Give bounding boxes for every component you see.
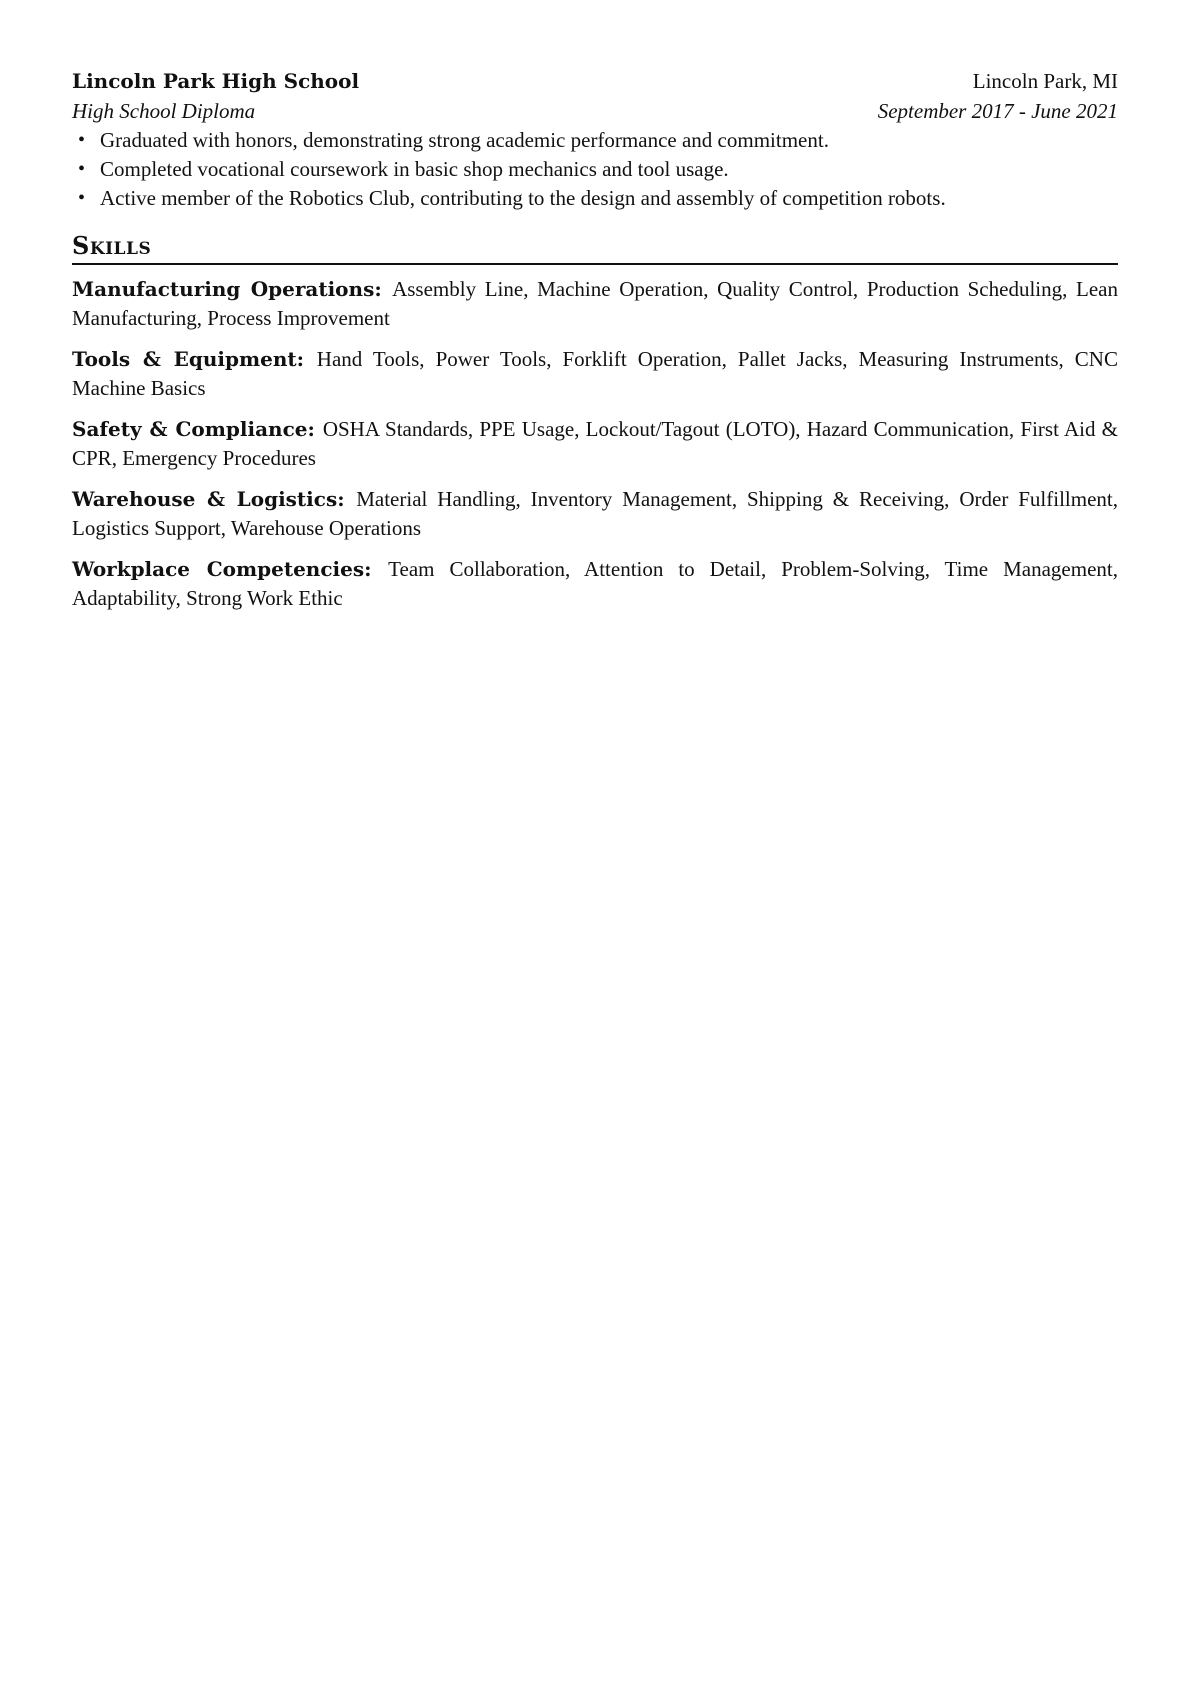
- skill-text: Material Handling, Inventory Management, Shipping & Receiving, Order Fulfillment, Logistics Support, Warehouse Operations: [72, 487, 1118, 540]
- skill-label: Safety & Compliance:: [72, 417, 323, 441]
- skills-section: [72, 275, 1118, 613]
- skill-text: Hand Tools, Power Tools, Forklift Operation, Pallet Jacks, Measuring Instruments, CNC Machine Basics: [72, 347, 1118, 400]
- education-header-row: [72, 66, 1118, 96]
- skill-row-manufacturing: [72, 275, 1118, 333]
- skills-section-title: Skills: [72, 231, 1118, 265]
- education-subheader-row: [72, 96, 1118, 126]
- skill-row-safety: [72, 415, 1118, 473]
- institution-location: Lincoln Park, MI: [972, 69, 1118, 93]
- degree: High School Diploma: [72, 99, 256, 123]
- bullet-icon: •: [78, 187, 86, 209]
- skill-row-workplace: [72, 555, 1118, 613]
- bullet-text: Active member of the Robotics Club, contributing to the design and assembly of competition robots.: [100, 186, 946, 210]
- list-item: [72, 155, 1118, 184]
- bullet-icon: •: [78, 129, 86, 151]
- skill-row-tools: [72, 345, 1118, 403]
- skill-text: OSHA Standards, PPE Usage, Lockout/Tagout (LOTO), Hazard Communication, First Aid & CPR, Emergency Procedures: [72, 417, 1119, 470]
- bullet-icon: •: [78, 158, 86, 180]
- education-entry: [72, 66, 1118, 213]
- skill-label: Manufacturing Operations:: [72, 277, 393, 301]
- list-item: [72, 126, 1118, 155]
- skill-label: Workplace Competencies:: [72, 557, 389, 581]
- skill-label: Tools & Equipment:: [72, 347, 317, 371]
- skill-row-warehouse: [72, 485, 1118, 543]
- bullet-text: Graduated with honors, demonstrating strong academic performance and commitment.: [100, 128, 829, 152]
- bullet-text: Completed vocational coursework in basic shop mechanics and tool usage.: [100, 157, 729, 181]
- skill-text: Assembly Line, Machine Operation, Quality Control, Production Scheduling, Lean Manufacturing, Process Improvement: [72, 277, 1118, 330]
- skill-text: Team Collaboration, Attention to Detail, Problem-Solving, Time Management, Adaptability, Strong Work Ethic: [72, 557, 1118, 610]
- list-item: [72, 184, 1118, 213]
- education-dates: September 2017 - June 2021: [877, 99, 1118, 123]
- education-bullets: [72, 126, 1118, 213]
- skill-label: Warehouse & Logistics:: [72, 487, 357, 511]
- institution-name: Lincoln Park High School: [72, 69, 360, 93]
